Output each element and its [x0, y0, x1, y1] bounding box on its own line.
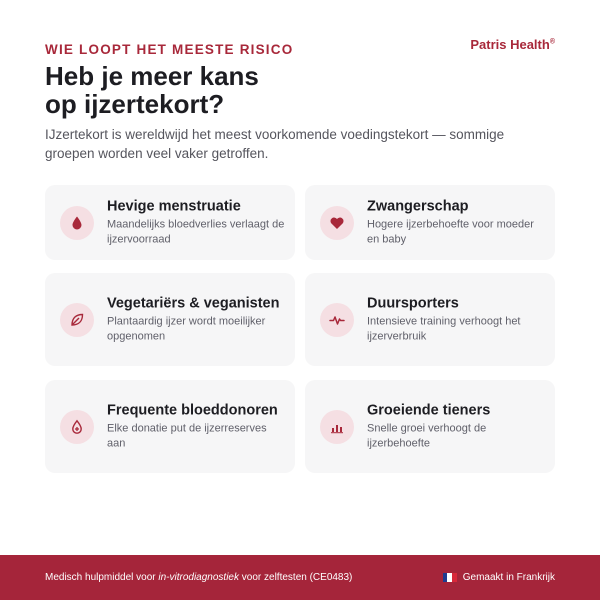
title-line-2: op ijzertekort?	[45, 89, 225, 119]
card-description: Snelle groei verhoogt de ijzerbehoefte	[367, 422, 487, 449]
footer-disclaimer-italic: in-vitrodiagnostiek	[158, 572, 239, 583]
card-description: Maandelijks bloedverlies verlaagt de ijzervoorraad	[107, 218, 285, 245]
page-title	[45, 62, 405, 118]
card-title: Zwangerschap	[367, 198, 469, 214]
french-flag-icon	[443, 573, 457, 582]
footer-disclaimer-prefix: Medisch hulpmiddel voor	[45, 572, 159, 583]
title-line-1: Heb je meer kans	[45, 61, 259, 91]
card-title: Duursporters	[367, 295, 459, 311]
brand-name: Patris Health	[470, 37, 550, 52]
risk-card-pregnancy	[305, 185, 555, 260]
risk-card-blood-donors	[45, 380, 295, 473]
blood-drop-icon	[60, 206, 94, 240]
footer-bar	[0, 555, 600, 600]
footer-disclaimer-suffix: voor zelftesten (CE0483)	[239, 572, 353, 583]
heart-icon	[320, 206, 354, 240]
intro-text: IJzertekort is wereldwijd het meest voorkomende voedingstekort — sommige groepen worden veel vaker getroffen.	[45, 127, 505, 161]
made-in-label	[443, 572, 555, 583]
card-description: Plantaardig ijzer wordt moeilijker opgenomen	[107, 315, 266, 342]
heartbeat-pulse-icon	[320, 303, 354, 337]
risk-card-endurance-athletes	[305, 273, 555, 366]
donation-drop-icon	[60, 410, 94, 444]
bar-chart-icon	[320, 410, 354, 444]
brand-logo	[470, 37, 555, 52]
card-title: Vegetariërs & veganisten	[107, 295, 280, 311]
card-title: Hevige menstruatie	[107, 198, 241, 214]
eyebrow-label: WIE LOOPT HET MEESTE RISICO	[45, 42, 294, 57]
card-description: Hogere ijzerbehoefte voor moeder en baby	[367, 218, 534, 245]
card-description: Intensieve training verhoogt het ijzerverbruik	[367, 315, 521, 342]
card-description: Elke donatie put de ijzerreserves aan	[107, 422, 267, 449]
footer-disclaimer	[45, 572, 352, 583]
risk-card-vegetarians	[45, 273, 295, 366]
risk-card-heavy-menstruation	[45, 185, 295, 260]
registered-mark: ®	[549, 38, 555, 46]
card-title: Frequente bloeddonoren	[107, 402, 278, 418]
card-title: Groeiende tieners	[367, 402, 491, 418]
leaf-icon	[60, 303, 94, 337]
risk-card-growing-teens	[305, 380, 555, 473]
made-in-text: Gemaakt in Frankrijk	[462, 572, 555, 583]
